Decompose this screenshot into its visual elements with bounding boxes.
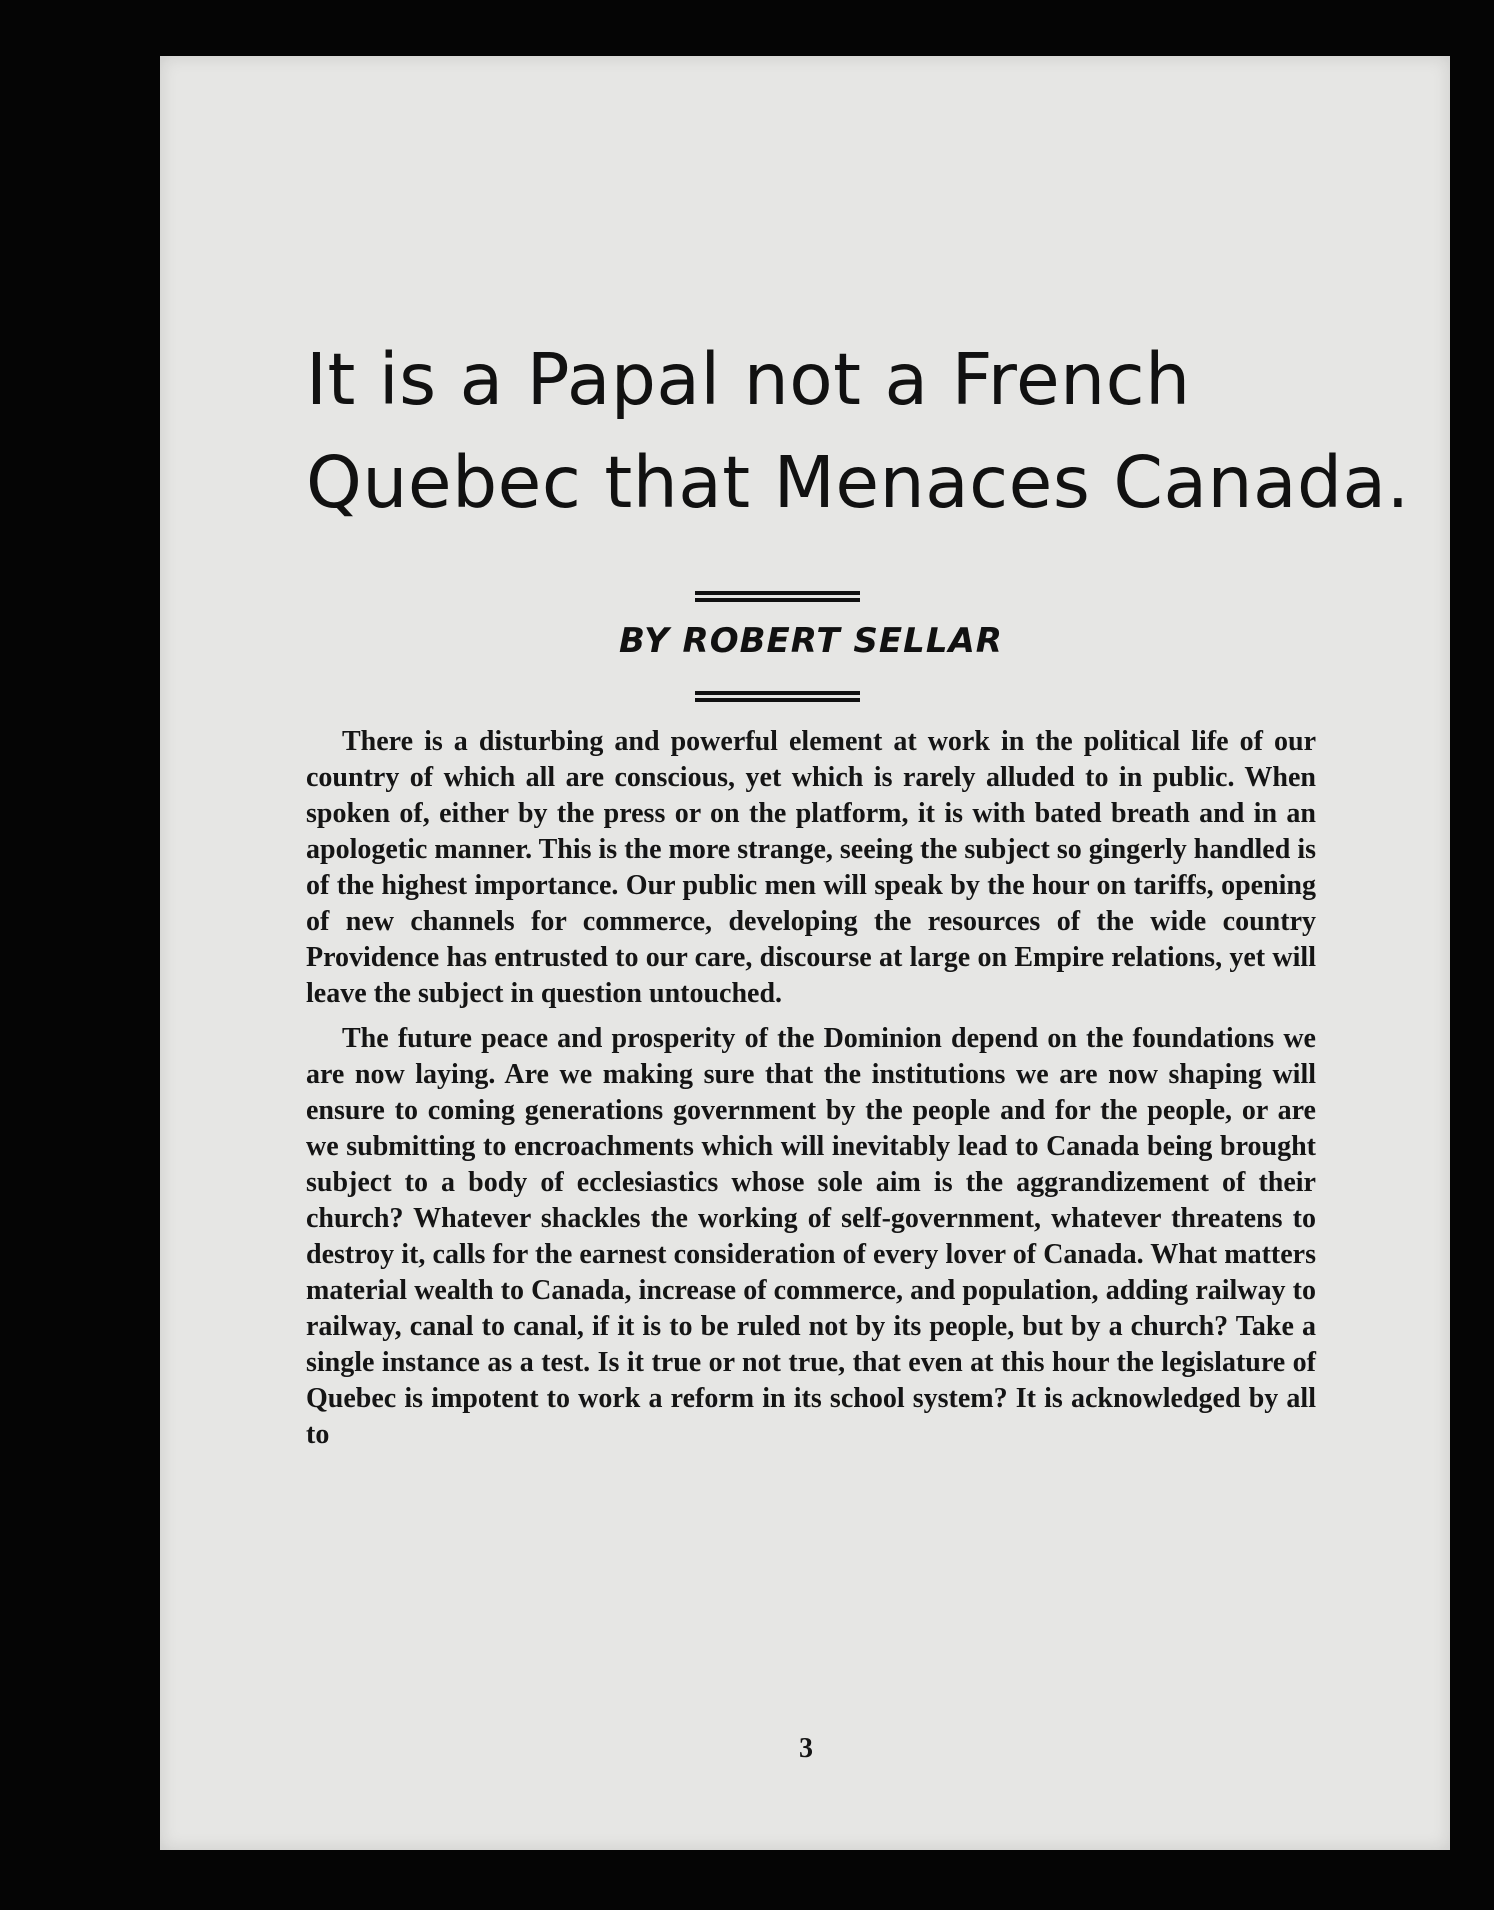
document-page <box>160 56 1450 1850</box>
article-body <box>306 724 1316 1462</box>
title-line-2: Quebec that Menaces Canada. <box>306 441 1410 524</box>
paragraph-1: There is a disturbing and powerful element at work in the political life of our country of which all are conscious, yet which is rarely alluded to in public. When spoken of, either by the press or on the platform, it is with bated breath and in an apologetic manner. This is the more strange, seeing the subject so gingerly handled is of the highest importance. Our public men will speak by the hour on tariffs, opening of new channels for commerce, developing the resources of the wide country Providence has entrusted to our care, discourse at large on Empire relations, yet will leave the subject in question untouched. <box>306 726 1316 1009</box>
paragraph-2: The future peace and prosperity of the Dominion depend on the foundations we are now laying. Are we making sure that the institutions we are now shaping will ensure to coming generations government by the people and for the people, or are we submitting to encroachments which will inevitably lead to Canada being brought subject to a body of ecclesiastics whose sole aim is the aggrandizement of their church? Whatever shackles the working of self-government, whatever threatens to destroy it, calls for the earnest consideration of every lover of Canada. What matters material wealth to Canada, increase of commerce, and population, adding railway to railway, canal to canal, if it is to be ruled not by its people, but by a church? Take a single instance as a test. Is it true or not true, that even at this hour the legislature of Quebec is impotent to work a reform in its school system? It is acknowledged by all to <box>306 1023 1316 1450</box>
page-title <box>306 328 1410 534</box>
page-number: 3 <box>799 1733 813 1764</box>
byline: BY ROBERT SELLAR <box>619 621 1003 661</box>
title-divider-bottom <box>695 691 860 702</box>
title-line-1: It is a Papal not a French <box>306 338 1191 421</box>
title-divider-top <box>695 591 860 602</box>
